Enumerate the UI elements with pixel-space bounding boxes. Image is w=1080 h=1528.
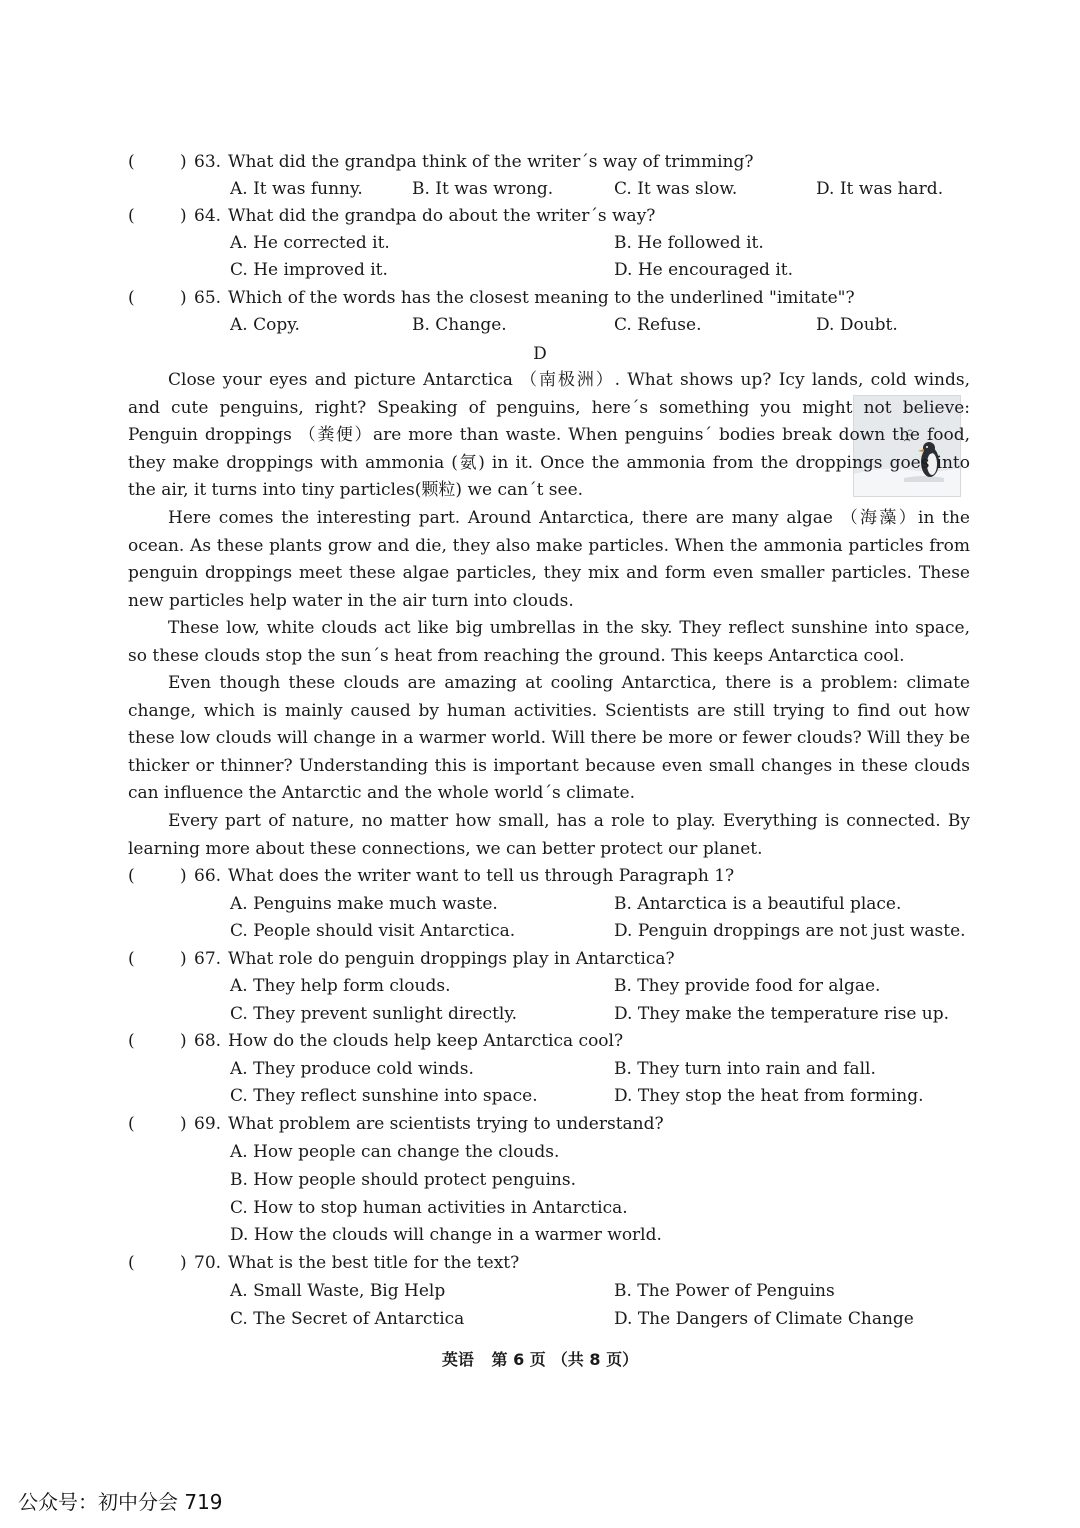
question-stem: Which of the words has the closest meaning to the underlined "imitate"? [228,288,855,308]
answer-blank-close: ) [180,949,187,969]
option-d: D. He encouraged it. [614,260,793,280]
answer-blank-open[interactable]: ( [128,152,135,172]
question-70 [128,1250,978,1277]
passage-paragraph-1 [128,367,970,505]
question-number: 68. [194,1031,222,1051]
answer-blank-close: ) [180,1114,187,1134]
question-64 [128,203,978,230]
option-c: C. People should visit Antarctica. [230,921,516,941]
footer-total: （共 8 页） [551,1350,639,1369]
passage-paragraph-2 [128,505,970,615]
passage-paragraph-5 [128,808,970,863]
option-d: D. Penguin droppings are not just waste. [614,921,966,941]
question-stem: How do the clouds help keep Antarctica cool? [228,1031,624,1051]
question-69 [128,1111,978,1138]
option-b: B. They turn into rain and fall. [614,1059,876,1079]
footer-page: 第 6 页 [491,1350,546,1369]
paragraph-text: Here comes the interesting part. Around Antarctica, there are many algae （海藻）in the ocean. As these plants grow and die, they also make particles. When the ammonia particles from penguin droppings meet these algae particles, they mix and form even smaller particles. These new particles help water in the air turn into clouds. [128,508,970,611]
footer-subject: 英语 [441,1350,474,1369]
section-heading: D [533,344,547,364]
watermark-text: 公众号：初中分会 719 [18,1490,223,1514]
option-b: B. It was wrong. [412,179,554,199]
option-b: B. Change. [412,315,507,335]
question-stem: What role do penguin droppings play in Antarctica? [228,949,675,969]
answer-blank-open[interactable]: ( [128,949,135,969]
question-number: 63. [194,152,222,172]
answer-blank-close: ) [180,206,187,226]
page-footer [0,1347,1080,1370]
paragraph-text: Close your eyes and picture Antarctica （南极洲）. What shows up? Icy lands, cold winds, and cute penguins, right? Speaking of penguins, here´s something you might not believe: Penguin droppings （粪便）are more than waste. When penguins´ bodies break down the food, they make droppings with ammonia (氨) in it. Once the ammonia from the droppings goes into the air, it turns into tiny particles(颗粒) we can´t see. [128,370,970,501]
question-number: 65. [194,288,222,308]
option-a: A. Copy. [230,315,300,335]
question-68 [128,1028,978,1055]
question-65 [128,285,978,312]
paragraph-text: These low, white clouds act like big umbrellas in the sky. They reflect sunshine into space, so these clouds stop the sun´s heat from reaching the ground. This keeps Antarctica cool. [128,618,970,666]
question-stem: What did the grandpa think of the writer´s way of trimming? [228,152,754,172]
option-d: D. It was hard. [816,179,944,199]
option-c: C. It was slow. [614,179,738,199]
option-a: A. It was funny. [230,179,363,199]
answer-blank-open[interactable]: ( [128,206,135,226]
answer-blank-open[interactable]: ( [128,866,135,886]
option-a: A. They help form clouds. [230,976,451,996]
answer-blank-close: ) [180,1253,187,1273]
answer-blank-close: ) [180,152,187,172]
answer-blank-close: ) [180,1031,187,1051]
question-63 [128,149,978,176]
option-c: C. He improved it. [230,260,388,280]
option-c: C. Refuse. [614,315,702,335]
paragraph-text: Every part of nature, no matter how small, has a role to play. Everything is connected. By learning more about these connections, we can better protect our planet. [128,811,970,859]
answer-blank-close: ) [180,288,187,308]
question-stem: What did the grandpa do about the writer´s way? [228,206,656,226]
option-c: C. How to stop human activities in Antarctica. [230,1198,628,1218]
question-number: 67. [194,949,222,969]
option-d: D. They make the temperature rise up. [614,1004,950,1024]
option-a: A. How people can change the clouds. [230,1142,560,1162]
option-a: A. Penguins make much waste. [230,894,498,914]
passage-paragraph-3 [128,615,970,670]
question-stem: What problem are scientists trying to understand? [228,1114,664,1134]
question-number: 64. [194,206,222,226]
option-b: B. Antarctica is a beautiful place. [614,894,902,914]
option-b: B. The Power of Penguins [614,1281,835,1301]
option-d: D. How the clouds will change in a warmer world. [230,1225,662,1245]
option-b: B. He followed it. [614,233,764,253]
answer-blank-open[interactable]: ( [128,1031,135,1051]
answer-blank-close: ) [180,866,187,886]
option-d: D. The Dangers of Climate Change [614,1309,914,1329]
passage-paragraph-4 [128,670,970,808]
option-d: D. Doubt. [816,315,898,335]
option-a: A. He corrected it. [230,233,390,253]
question-number: 69. [194,1114,222,1134]
option-c: C. They reflect sunshine into space. [230,1086,538,1106]
option-d: D. They stop the heat from forming. [614,1086,924,1106]
option-b: B. They provide food for algae. [614,976,881,996]
question-stem: What is the best title for the text? [228,1253,520,1273]
option-a: A. Small Waste, Big Help [230,1281,446,1301]
answer-blank-open[interactable]: ( [128,1253,135,1273]
paragraph-text: Even though these clouds are amazing at cooling Antarctica, there is a problem: climate change, which is mainly caused by human activities. Scientists are still trying to find out how these low clouds will change in a warmer world. Will there be more or fewer clouds? Will they be thicker or thinner? Understanding this is important because even small changes in these clouds can influence the Antarctic and the whole world´s climate. [128,673,970,804]
answer-blank-open[interactable]: ( [128,1114,135,1134]
question-stem: What does the writer want to tell us through Paragraph 1? [228,866,735,886]
option-c: C. The Secret of Antarctica [230,1309,465,1329]
question-67 [128,946,978,973]
option-a: A. They produce cold winds. [230,1059,474,1079]
option-c: C. They prevent sunlight directly. [230,1004,518,1024]
question-number: 70. [194,1253,222,1273]
option-b: B. How people should protect penguins. [230,1170,576,1190]
answer-blank-open[interactable]: ( [128,288,135,308]
question-66 [128,863,978,890]
question-number: 66. [194,866,222,886]
